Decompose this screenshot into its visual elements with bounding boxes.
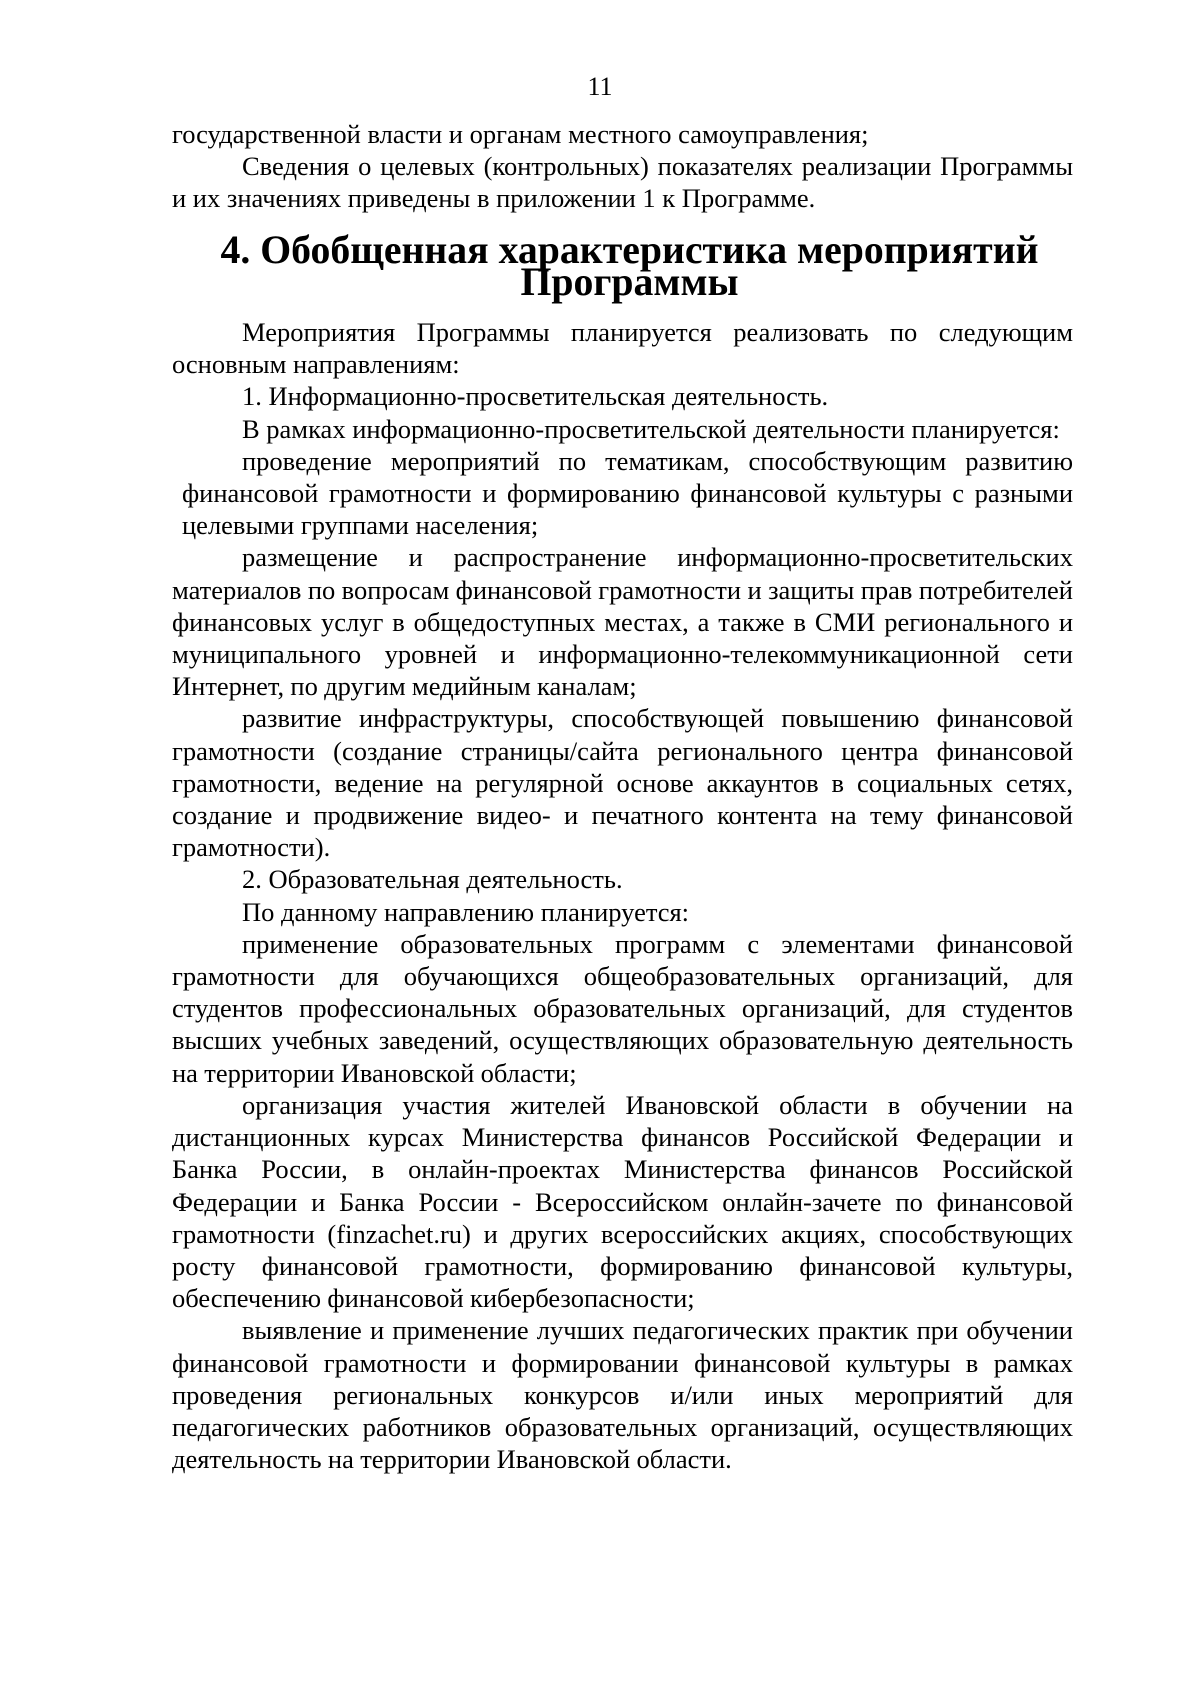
paragraph-continuation: государственной власти и органам местного самоуправления; bbox=[172, 119, 869, 149]
paragraph-materials: размещение и распространение информационно-просветительских материалов по вопросам финансовой грамотности и защиты прав потребителей финансовых услуг в общедоступных местах, а также в СМИ регионального и муниципального уровней и информационно-телекоммуникационной сети Интернет, по другим медийным каналам; bbox=[172, 542, 1073, 702]
paragraph-best-practices: выявление и применение лучших педагогических практик при обучении финансовой грамотности и формировании финансовой культуры в рамках проведения региональных конкурсов и/или иных мероприятий для педагогических работников образовательных организаций, осуществляющих деятельность на территории Ивановской области. bbox=[172, 1315, 1073, 1475]
paragraph-directions-intro: Мероприятия Программы планируется реализовать по следующим основным направлениям: bbox=[172, 317, 1073, 380]
paragraph-direction-2-title: 2. Образовательная деятельность. bbox=[242, 864, 623, 895]
section-title: 4. Обобщенная характеристика мероприятий Программы bbox=[220, 227, 1039, 304]
paragraph-direction-1-intro: В рамках информационно-просветительской деятельности планируется: bbox=[242, 413, 1060, 444]
document-body bbox=[172, 118, 1073, 1475]
paragraph-online-courses: организация участия жителей Ивановской области в обучении на дистанционных курсах Министерства финансов Российской Федерации и Банка России, в онлайн-проектах Министерства финансов Российской Федерации и Банка России - Всероссийском онлайн-зачете по финансовой грамотности (finzachet.ru) и других всероссийских акциях, способствующих росту финансовой грамотности, формированию финансовой культуры, обеспечению финансовой кибербезопасности; bbox=[172, 1089, 1073, 1314]
paragraph-infrastructure: развитие инфраструктуры, способствующей повышению финансовой грамотности (создание страницы/сайта регионального центра финансовой грамотности, ведение на регулярной основе аккаунтов в социальных сетях, создание и продвижение видео- и печатного контента на тему финансовой грамотности). bbox=[172, 703, 1073, 863]
paragraph-direction-2-intro: По данному направлению планируется: bbox=[242, 896, 690, 927]
paragraph-education-programs: применение образовательных программ с элементами финансовой грамотности для обучающихся общеобразовательных организаций, для студентов профессиональных образовательных организаций, для студентов высших учебных заведений, осуществляющих образовательную деятельность на территории Ивановской области; bbox=[172, 928, 1073, 1088]
paragraph-direction-1-title: 1. Информационно-просветительская деятельность. bbox=[242, 381, 829, 412]
paragraph-targets-info: Сведения о целевых (контрольных) показателях реализации Программы и их значениях приведены в приложении 1 к Программе. bbox=[172, 151, 1073, 214]
page-number: 11 bbox=[587, 72, 613, 101]
paragraph-events: проведение мероприятий по тематикам, способствующим развитию финансовой грамотности и формированию финансовой культуры с разными целевыми группами населения; bbox=[182, 445, 1073, 541]
